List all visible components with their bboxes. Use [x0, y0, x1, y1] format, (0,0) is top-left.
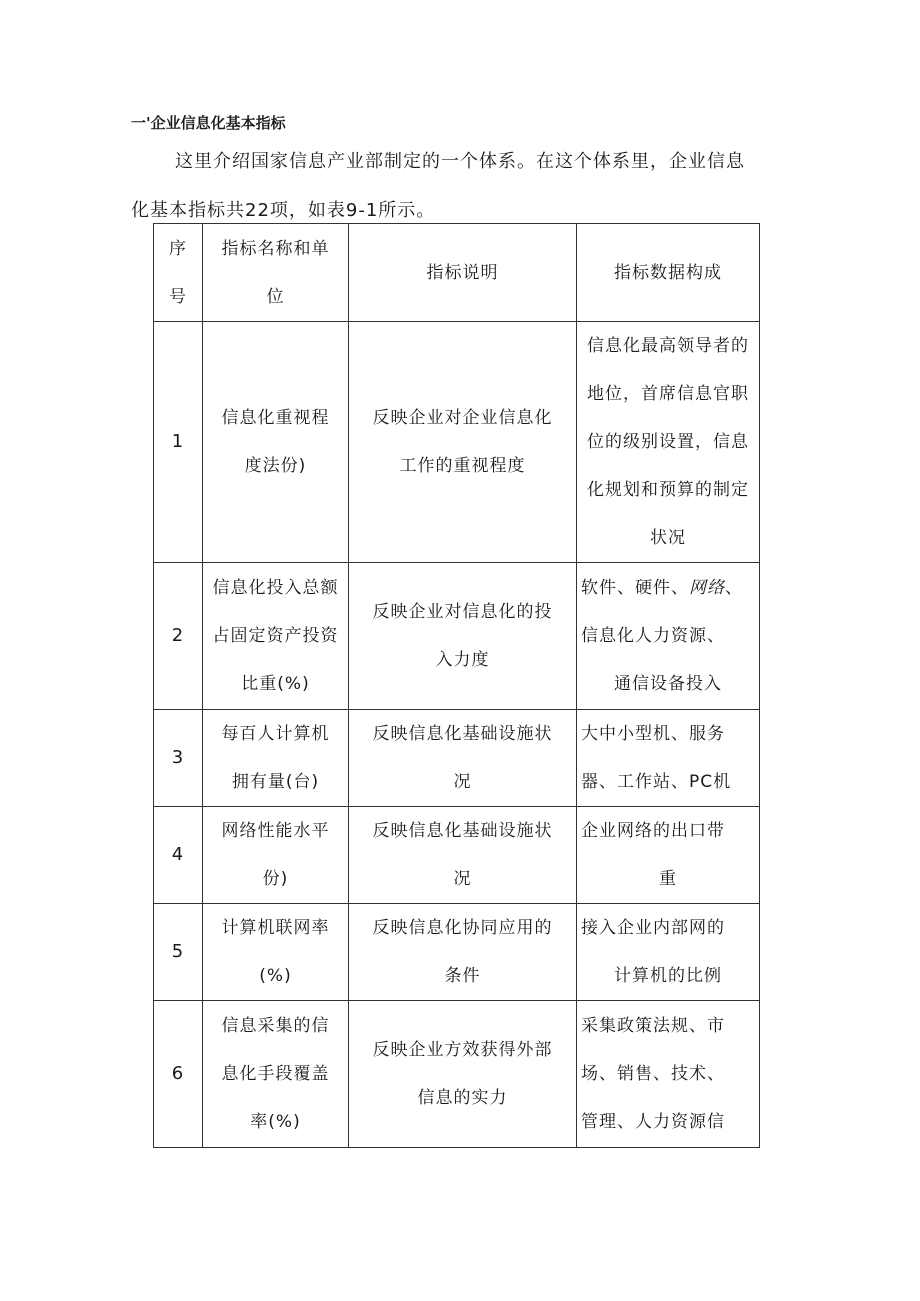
- row-desc-line: 条件: [444, 966, 481, 986]
- row-desc-line: 信息的实力: [417, 1088, 508, 1108]
- row-data: [577, 807, 760, 904]
- row-name: [203, 807, 349, 904]
- row-name-line: 网络性能水平: [221, 821, 330, 841]
- row-name: [203, 322, 349, 563]
- row-data: [577, 322, 760, 563]
- section-heading: 一'企业信息化基本指标: [131, 114, 286, 132]
- row-desc-line: 反映企业对企业信息化: [372, 408, 553, 428]
- row-name: [203, 563, 349, 710]
- row-data-line: 采集政策法规、市: [581, 1016, 725, 1036]
- row-data: [577, 904, 760, 1001]
- row-desc-line: 反映企业方效获得外部: [372, 1040, 553, 1060]
- row-data-text: 软件、硬件、: [581, 578, 689, 598]
- table-row: [154, 322, 760, 563]
- row-data-line: 管理、人力资源信: [581, 1112, 725, 1132]
- row-no: 6: [154, 1001, 203, 1148]
- header-no: [154, 224, 203, 322]
- header-name-line-2: 位: [266, 286, 285, 307]
- row-data-line: 计算机的比例: [614, 966, 722, 986]
- row-desc-line: 反映信息化基础设施状: [372, 821, 553, 841]
- row-no: 1: [154, 322, 203, 563]
- row-name-line: (%): [259, 966, 292, 986]
- row-name-line: 信息化重视程: [221, 408, 330, 428]
- header-name-line-1: 指标名称和单: [221, 238, 330, 259]
- row-name-line: 信息采集的信: [221, 1016, 330, 1036]
- table-header-row: [154, 224, 760, 322]
- row-no: 3: [154, 710, 203, 807]
- row-name-line: 息化手段覆盖: [221, 1064, 330, 1084]
- row-name-line: 度法份): [244, 456, 307, 476]
- table-row: [154, 563, 760, 710]
- row-data-line: 状况: [650, 528, 686, 548]
- row-data: [577, 1001, 760, 1148]
- header-desc: 指标说明: [349, 224, 577, 322]
- row-data-line: [581, 564, 755, 612]
- header-name: [203, 224, 349, 322]
- row-desc: [349, 1001, 577, 1148]
- row-desc-line: 入力度: [435, 650, 490, 670]
- row-desc: [349, 563, 577, 710]
- row-no: 2: [154, 563, 203, 710]
- row-name: [203, 710, 349, 807]
- header-data: 指标数据构成: [577, 224, 760, 322]
- indicator-table: [153, 223, 760, 1148]
- row-name-line: 计算机联网率: [221, 918, 330, 938]
- row-desc-line: 反映信息化协同应用的: [372, 918, 553, 938]
- row-desc: [349, 710, 577, 807]
- table-row: [154, 904, 760, 1001]
- row-name-line: 份): [262, 869, 289, 889]
- row-desc-line: 况: [453, 772, 472, 792]
- intro-paragraph-line-2: 化基本指标共22项，如表9-1所示。: [131, 200, 436, 221]
- table-row: [154, 807, 760, 904]
- row-data-italic-text: 网络: [689, 578, 725, 598]
- header-no-line-1: 序: [169, 238, 187, 259]
- row-data-line: 大中小型机、服务: [581, 724, 725, 744]
- row-desc: [349, 807, 577, 904]
- row-data-line: 场、销售、技术、: [581, 1064, 725, 1084]
- table-row: [154, 710, 760, 807]
- row-data-line: 通信设备投入: [614, 674, 722, 694]
- row-data-text: 、: [725, 578, 743, 598]
- row-desc: [349, 904, 577, 1001]
- row-name: [203, 1001, 349, 1148]
- row-data-line: 接入企业内部网的: [581, 918, 725, 938]
- row-desc-line: 况: [453, 869, 472, 889]
- row-data: [577, 563, 760, 710]
- row-data-line: 地位，首席信息官职: [587, 384, 749, 404]
- row-no: 5: [154, 904, 203, 1001]
- row-name-line: 每百人计算机: [221, 724, 330, 744]
- row-data-line: 信息化最高领导者的: [587, 336, 749, 356]
- table-row: [154, 1001, 760, 1148]
- row-desc-line: 反映企业对信息化的投: [372, 602, 553, 622]
- row-name-line: 比重(%): [241, 674, 310, 694]
- row-name-line: 拥有量(台): [231, 772, 320, 792]
- row-data: [577, 710, 760, 807]
- header-no-line-2: 号: [169, 286, 187, 307]
- row-name-line: 占固定资产投资: [212, 626, 339, 646]
- row-data-line: 企业网络的出口带: [581, 821, 725, 841]
- row-data-line: 重: [659, 869, 677, 889]
- row-desc-line: 反映信息化基础设施状: [372, 724, 553, 744]
- row-desc: [349, 322, 577, 563]
- row-no: 4: [154, 807, 203, 904]
- row-data-line: 位的级别设置，信息: [587, 432, 749, 452]
- row-name-line: 信息化投入总额: [212, 578, 339, 598]
- row-data-line: 信息化人力资源、: [581, 626, 725, 646]
- row-data-line: 化规划和预算的制定: [587, 480, 749, 500]
- row-desc-line: 工作的重视程度: [399, 456, 526, 476]
- row-name-line: 率(%): [250, 1112, 301, 1132]
- row-data-line: 器、工作站、PC机: [581, 772, 732, 792]
- row-name: [203, 904, 349, 1001]
- intro-paragraph-line-1: 这里介绍国家信息产业部制定的一个体系。在这个体系里，企业信息: [175, 151, 745, 172]
